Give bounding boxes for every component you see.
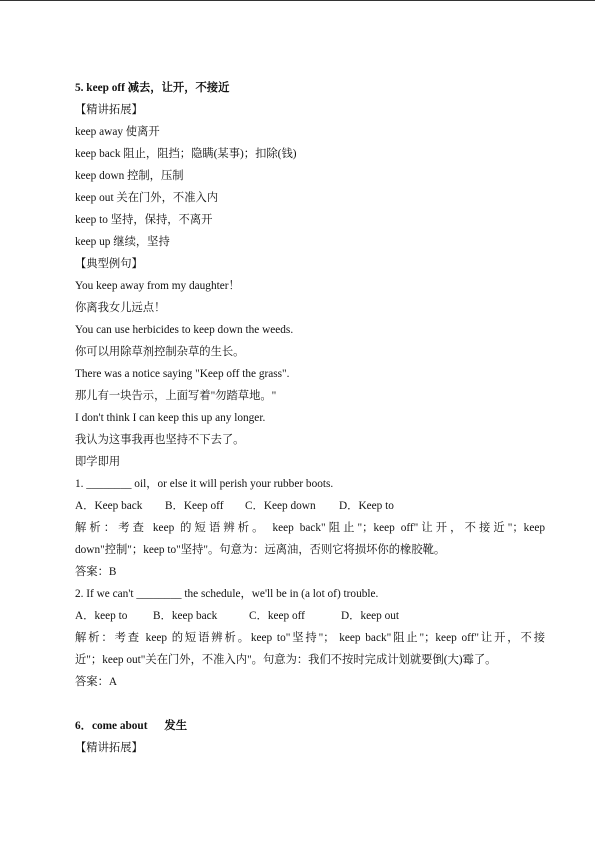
phrase-item: keep down 控制，压制 bbox=[75, 170, 184, 182]
option-b: B．keep back bbox=[153, 610, 218, 622]
option-a: A．keep to bbox=[75, 610, 128, 622]
answer-text: 答案：A bbox=[75, 676, 118, 688]
example-translation: 你离我女儿远点！ bbox=[75, 302, 166, 314]
analysis-text: 近"；keep out"关在门外，不准入内"。句意为：我们不按时完成计划就要倒(大)霉了。 bbox=[75, 654, 497, 666]
example-translation: 那儿有一块告示，上面写着"勿踏草地。" bbox=[75, 390, 277, 402]
phrase-item: keep to 坚持，保持，不离开 bbox=[75, 214, 213, 226]
section-heading: 6．come about 发生 bbox=[75, 720, 188, 732]
section-tag: 【典型例句】 bbox=[75, 258, 143, 270]
blank-line bbox=[75, 693, 545, 715]
answer-text: 答案：B bbox=[75, 566, 117, 578]
section-heading: 5. keep off 减去，让开，不接近 bbox=[75, 82, 230, 94]
example-translation: 你可以用除草剂控制杂草的生长。 bbox=[75, 346, 245, 358]
phrase-item: keep up 继续，坚持 bbox=[75, 236, 170, 248]
question-stem: 2. If we can't ________ the schedule，we'll be in (a lot of) trouble. bbox=[75, 588, 379, 600]
document-page bbox=[75, 77, 545, 759]
option-d: D．Keep to bbox=[339, 500, 394, 512]
example-sentence: I don't think I can keep this up any longer. bbox=[75, 412, 266, 424]
top-border-line bbox=[0, 0, 595, 1]
phrase-item: keep out 关在门外，不准入内 bbox=[75, 192, 219, 204]
phrase-item: keep back 阻止，阻挡；隐瞒(某事)；扣除(钱) bbox=[75, 148, 297, 160]
option-c: C．Keep down bbox=[245, 500, 316, 512]
example-translation: 我认为这事我再也坚持不下去了。 bbox=[75, 434, 245, 446]
analysis-text: 解析：考查 keep 的短语辨析。 keep back"阻止"；keep off"让开，不接近"；keep bbox=[75, 522, 545, 534]
analysis-text: 解析：考查 keep 的短语辨析。keep to"坚持"； keep back"阻止"；keep off"让开，不接 bbox=[75, 632, 545, 644]
question-options bbox=[75, 495, 545, 517]
practice-title: 即学即用 bbox=[75, 456, 121, 468]
phrase-item: keep away 使离开 bbox=[75, 126, 160, 138]
option-a: A．Keep back bbox=[75, 500, 143, 512]
section-tag: 【精讲拓展】 bbox=[75, 742, 143, 754]
question-options bbox=[75, 605, 545, 627]
example-sentence: You keep away from my daughter！ bbox=[75, 280, 240, 292]
analysis-text: down"控制"；keep to"坚持"。句意为：远离油，否则它将损坏你的橡胶靴。 bbox=[75, 544, 446, 556]
section-tag: 【精讲拓展】 bbox=[75, 104, 143, 116]
example-sentence: There was a notice saying "Keep off the grass". bbox=[75, 368, 290, 380]
option-b: B．Keep off bbox=[165, 500, 224, 512]
example-sentence: You can use herbicides to keep down the weeds. bbox=[75, 324, 294, 336]
option-c: C．keep off bbox=[249, 610, 305, 622]
question-stem: 1. ________ oil，or else it will perish your rubber boots. bbox=[75, 478, 334, 490]
option-d: D．keep out bbox=[341, 610, 400, 622]
